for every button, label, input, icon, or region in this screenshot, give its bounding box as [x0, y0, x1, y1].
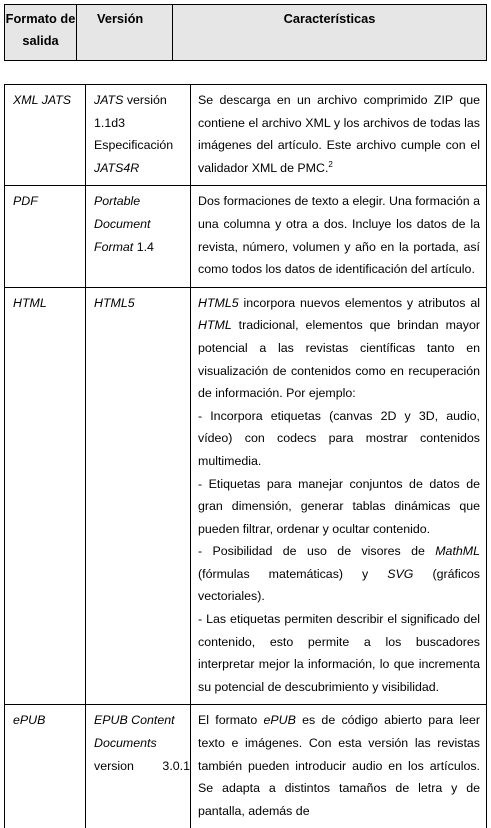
version-name: HTML5	[94, 295, 135, 310]
header-features: Características	[173, 5, 487, 61]
format-cell	[5, 705, 86, 828]
features-cell	[191, 287, 487, 705]
footnote-ref: 2	[328, 159, 333, 169]
version-text: versión 1.1d3 Especificación	[94, 93, 174, 153]
features-intro: HTML5 incorpora nuevos elementos y atributos al HTML tradicional, elementos que brindan mayor potencial a las revistas científicas tanto en visualización de contenidos como en recuperación de información. Por ejemplo:	[198, 295, 480, 401]
format-name: HTML	[13, 295, 47, 310]
table-row-pdf	[5, 186, 487, 287]
format-name: PDF	[13, 194, 38, 209]
formats-table	[4, 84, 487, 828]
header-format: Formato de salida	[5, 5, 77, 61]
version-name: EPUB Content Documents	[94, 713, 175, 751]
features-cell: El formato ePUB es de código abierto para leer texto e imágenes. Con esta versión las revistas también pueden introducir audio en los artículos. Se adapta a distintos tamaños de letra y de pantalla, además de	[191, 705, 487, 828]
list-item: - Las etiquetas permiten describir el significado del contenido, esto permite a los buscadores interpretar mejor la información, lo que incrementa su potencial de descubrimiento y visibilidad.	[198, 612, 480, 694]
format-cell	[5, 287, 86, 705]
version-number: 1.4	[133, 239, 154, 254]
version-cell	[86, 186, 191, 287]
header-row	[5, 5, 487, 61]
version-name: Portable Document Format	[94, 194, 151, 254]
table-row-html	[5, 287, 487, 705]
version-jats4r: JATS4R	[94, 160, 140, 175]
format-cell	[5, 85, 86, 186]
format-name: XML JATS	[13, 93, 72, 107]
table-row-epub	[5, 705, 487, 828]
header-table	[4, 4, 487, 61]
format-cell	[5, 186, 86, 287]
version-cell	[86, 287, 191, 705]
format-name: ePUB	[13, 713, 46, 728]
header-version: Versión	[77, 5, 173, 61]
list-item: - Posibilidad de uso de visores de MathML (fórmulas matemáticas) y SVG (gráficos vectoriales).	[198, 544, 480, 604]
features-cell	[191, 186, 487, 287]
features-text: Dos formaciones de texto a elegir. Una formación a una columna y otra a dos. Incluye los datos de la revista, número, volumen y año en la portada, así como todos los datos de identificación del artículo.	[198, 194, 480, 277]
list-item: - Etiquetas para manejar conjuntos de datos de gran dimensión, generar tablas dinámicas que pueden filtrar, ordenar y ocultar contenido.	[198, 476, 480, 536]
list-item: - Incorpora etiquetas (canvas 2D y 3D, audio, vídeo) con codecs para mostrar contenidos multimedia.	[198, 408, 480, 468]
version-cell	[86, 85, 191, 186]
features-text: Se descarga en un archivo comprimido ZIP que contiene el archivo XML y los archivos de todas las imágenes del artículo. Este archivo cumple con el validador XML de PMC.	[198, 93, 480, 175]
features-cell	[191, 85, 487, 186]
table-row-xml	[5, 85, 487, 186]
version-cell	[86, 705, 191, 828]
version-jats: JATS	[94, 93, 124, 107]
version-number: version 3.0.1	[94, 758, 190, 773]
